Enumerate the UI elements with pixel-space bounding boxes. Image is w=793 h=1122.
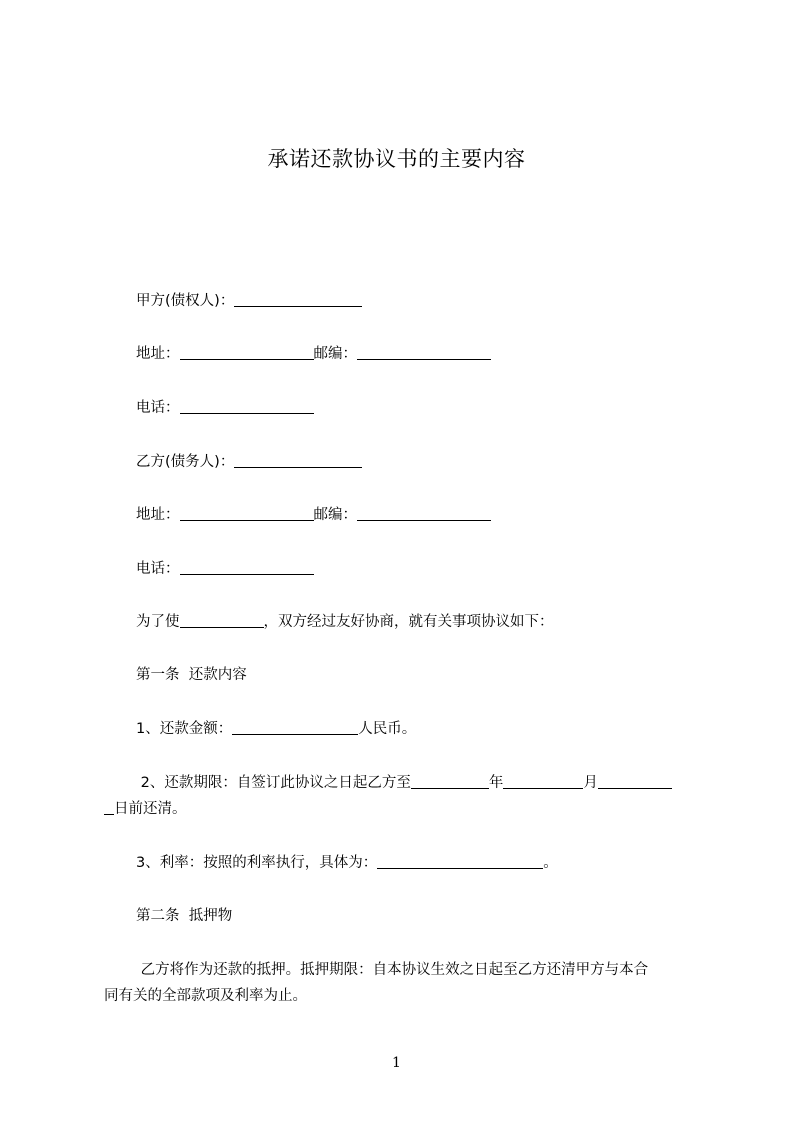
- article1-heading: 第一条 还款内容: [136, 667, 247, 683]
- item1-after: 人民币。: [358, 721, 417, 737]
- item2-month: 月: [583, 775, 598, 791]
- party-a-address-label: 地址：: [136, 346, 180, 362]
- party-a-phone-label: 电话：: [136, 400, 180, 416]
- article1-item3: [136, 853, 558, 873]
- item3-before: 3、利率：按照的利率执行，具体为：: [136, 855, 378, 871]
- party-b-postcode-label: 邮编：: [313, 507, 357, 523]
- intro-line: [136, 612, 554, 632]
- document-title: 承诺还款协议书的主要内容: [267, 147, 526, 171]
- party-b-address-label: 地址：: [136, 507, 180, 523]
- party-a-postcode-label: 邮编：: [313, 346, 357, 362]
- year-blank[interactable]: [411, 773, 489, 789]
- article1-item2-line1: [136, 773, 672, 793]
- article2-body-line1: 乙方将作为还款的抵押。抵押期限：自本协议生效之日起至乙方还清甲方与本合: [136, 962, 649, 978]
- party-a-phone-blank[interactable]: [180, 398, 314, 414]
- day-blank-continued[interactable]: [104, 799, 114, 815]
- party-b-address-blank[interactable]: [180, 505, 314, 521]
- item2-year: 年: [488, 775, 504, 791]
- article2-body-line2: 同有关的全部款项及利率为止。: [104, 988, 307, 1004]
- party-b-address-line: [136, 505, 491, 525]
- item2-before: 2、还款期限：自签订此协议之日起乙方至: [136, 775, 411, 791]
- party-a-address-line: [136, 344, 491, 364]
- party-b-blank[interactable]: [234, 452, 362, 468]
- intro-before: 为了使: [136, 614, 180, 630]
- item3-after: 。: [543, 855, 558, 871]
- intro-blank[interactable]: [180, 612, 264, 628]
- party-b-label: 乙方(债务人)：: [136, 454, 235, 470]
- page-number: 1: [392, 1055, 401, 1071]
- article2-heading: 第二条 抵押物: [136, 908, 233, 924]
- interest-blank[interactable]: [377, 853, 543, 869]
- item1-before: 1、还款金额：: [136, 721, 233, 737]
- month-blank[interactable]: [503, 773, 583, 789]
- party-b-line: [136, 452, 362, 472]
- party-b-phone-line: [136, 559, 314, 579]
- intro-after: ，双方经过友好协商，就有关事项协议如下：: [263, 614, 554, 630]
- article1-item1: [136, 719, 416, 739]
- party-a-postcode-blank[interactable]: [357, 344, 491, 360]
- party-b-phone-blank[interactable]: [180, 559, 314, 575]
- party-a-label: 甲方(债权人)：: [136, 293, 235, 309]
- item2-after: 日前还清。: [114, 801, 187, 817]
- amount-blank[interactable]: [232, 719, 358, 735]
- party-b-postcode-blank[interactable]: [357, 505, 491, 521]
- party-a-line: [136, 291, 362, 311]
- party-a-phone-line: [136, 398, 314, 418]
- party-a-address-blank[interactable]: [180, 344, 314, 360]
- party-b-phone-label: 电话：: [136, 561, 180, 577]
- article1-item2-line2: [104, 799, 187, 819]
- party-a-blank[interactable]: [234, 291, 362, 307]
- day-blank[interactable]: [598, 773, 672, 789]
